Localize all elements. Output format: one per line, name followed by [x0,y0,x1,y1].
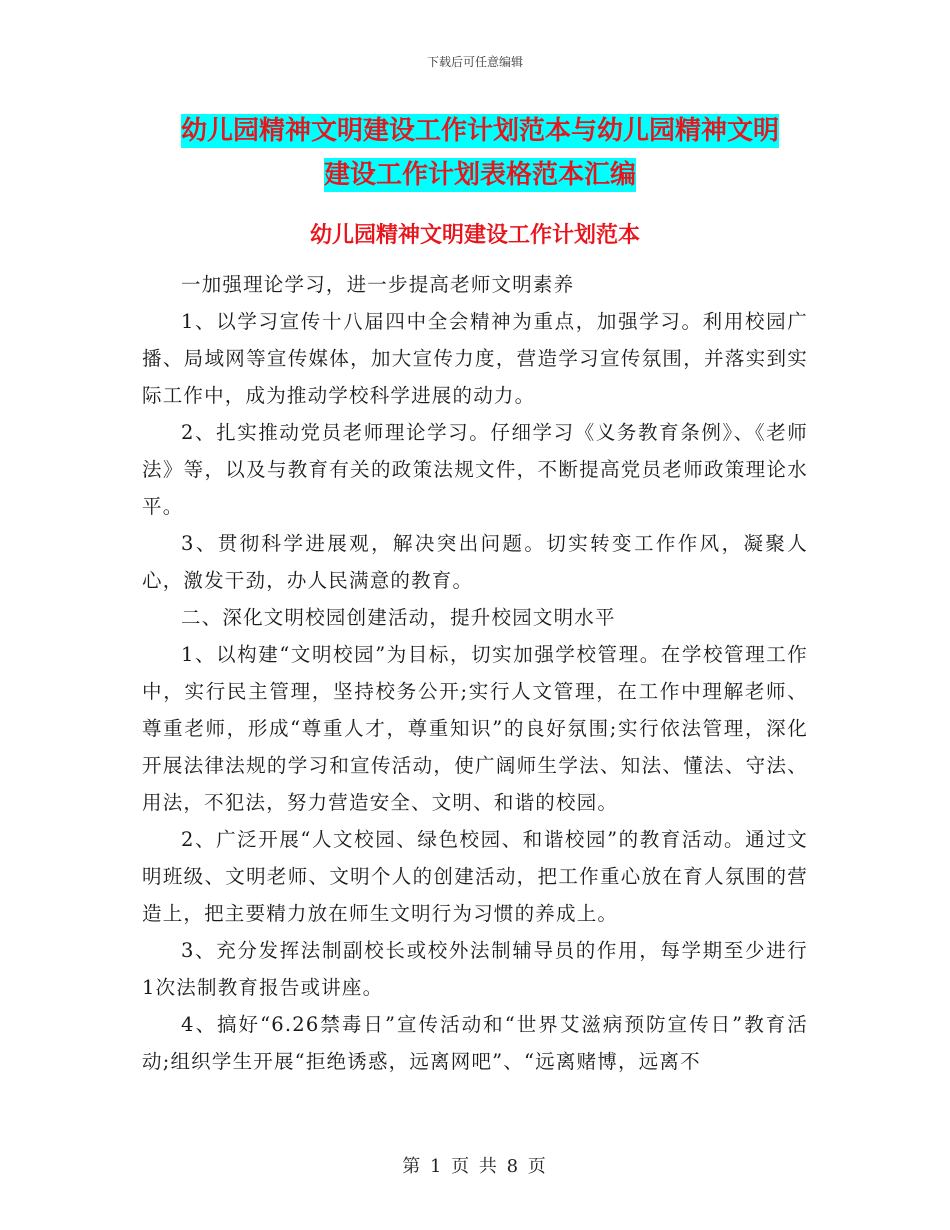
paragraph: 4、搞好“6.26禁毒日”宣传活动和“世界艾滋病预防宣传日”教育活动;组织学生开展“拒绝诱惑，远离网吧”、“远离赌博，远离不 [142,1013,808,1073]
header-note: 下载后可任意编辑 [426,55,523,69]
title-highlight: 建设工作计划表格范本汇编 [323,160,636,190]
paragraph: 1、以构建“文明校园”为目标，切实加强学校管理。在学校管理工作中，实行民主管理，坚持校务公开;实行人文管理，在工作中理解老师、尊重老师，形成“尊重人才，尊重知识”的良好氛围;实行依法管理，深化开展法律法规的学习和宣传活动，使广阔师生学法、知法、懂法、守法、用法，不犯法，努力营造安全、文明、和谐的校园。 [142,643,808,814]
title-highlight: 幼儿园精神文明建设工作计划范本与幼儿园精神文明 [180,116,779,146]
paragraph: 2、广泛开展“人文校园、绿色校园、和谐校园”的教育活动。通过文明班级、文明老师、文明个人的创建活动，把工作重心放在育人氛围的营造上，把主要精力放在师生文明行为习惯的养成上。 [142,828,808,925]
section-title: 幼儿园精神文明建设工作计划范本 [309,223,640,248]
paragraph: 1、以学习宣传十八届四中全会精神为重点，加强学习。利用校园广播、局域网等宣传媒体，加大宣传力度，营造学习宣传氛围，并落实到实际工作中，成为推动学校科学进展的动力。 [142,310,808,407]
document-title-line-2 [140,152,820,198]
paragraph: 3、充分发挥法制副校长或校外法制辅导员的作用，每学期至少进行1次法制教育报告或讲座。 [142,939,808,999]
paragraph-heading: 二、深化文明校园创建活动，提升校园文明水平 [181,606,616,629]
paragraph: 3、贯彻科学进展观，解决突出问题。切实转变工作作风，凝聚人心，激发干劲，办人民满意的教育。 [142,532,808,592]
paragraph: 2、扎实推动党员老师理论学习。仔细学习《义务教育条例》、《老师法》等，以及与教育有关的政策法规文件，不断提高党员老师政策理论水平。 [142,421,808,518]
document-title-line-1 [140,108,820,154]
page-footer: 第 1 页 共 8 页 [402,1156,548,1177]
document-body [142,266,808,1080]
paragraph-heading: 一加强理论学习，进一步提高老师文明素养 [181,273,575,296]
